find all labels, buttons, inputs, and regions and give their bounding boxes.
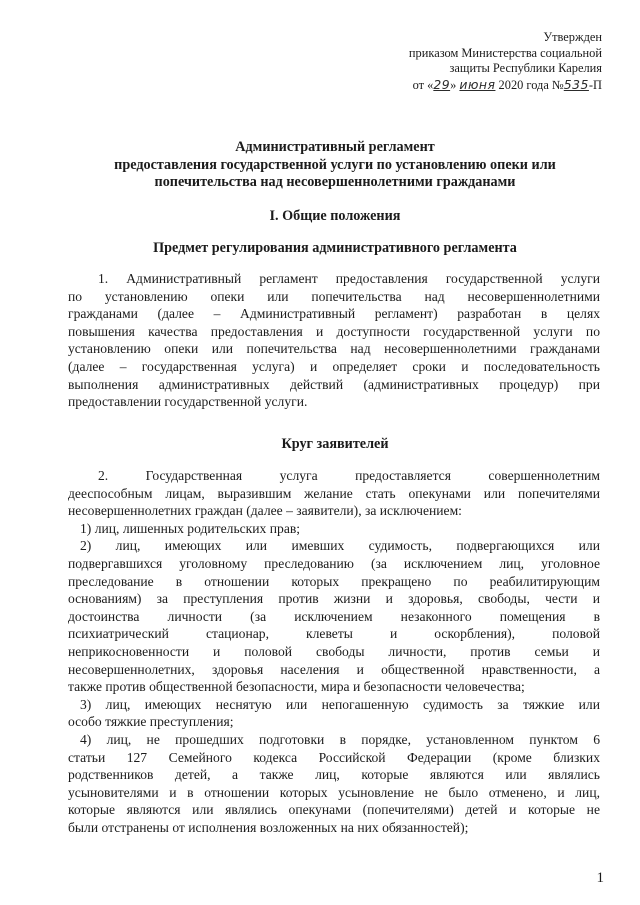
text-line: 1) лиц, лишенных родительских прав; [80,520,301,536]
document-title [100,139,570,192]
date-prefix: от « [412,77,434,92]
approval-line-1: Утвержден [543,30,602,44]
text-line: особо тяжкие преступления; [68,714,234,730]
text-line: предоставлении государственной услуги. [68,394,308,410]
text-line: повышения качества предоставления и доступности государственной услуги по [68,323,600,339]
text-line: достоинства личности (за исключением незаконного помещения в [68,608,600,624]
text-line: основаниям) за преступления против жизни и здоровья, свободы, чести и [68,591,600,607]
approval-line-3: защиты Республики Карелия [449,61,602,75]
title-line-3: попечительства над несовершеннолетними гражданами [154,174,516,191]
text-line: были отстранены от исполнения возложенных на них обязанностей); [68,819,469,835]
date-month: июня [459,76,496,92]
page-number: 1 [596,870,604,886]
title-line-1: Административный регламент [235,139,435,155]
text-line: неприкосновенности и половой свободы личности, против семьи и [68,643,600,659]
date-sep: » [450,77,460,92]
text-line: дееспособным лицам, выразившим желание стать опекунами или попечителями [68,485,600,501]
text-line: гражданами (далее – Административный регламент) разработан в целях [68,306,600,322]
date-day: 29 [433,76,451,92]
text-line: 1. Административный регламент предоставления государственной услуги [98,271,600,286]
text-line: 3) лиц, имеющих неснятую или непогашенную судимость за тяжкие или [80,696,600,712]
order-number: 535 [563,76,589,92]
text-line: подвергавшихся уголовному преследованию (за исключением лиц, уголовное [68,555,600,571]
title-line-2: предоставления государственной услуги по установлению опеки или [114,156,556,173]
text-line: 2) лиц, имеющих или имевших судимость, подвергающихся или [80,538,600,554]
text-line: несовершеннолетних граждан (далее – заявители), за исключением: [68,503,462,519]
text-line: усыновителями и в отношении которых усыновление не было отменено, и лиц, [68,784,600,800]
order-suffix: -П [588,77,602,92]
text-line: выполнения административных действий (административных процедур) при [68,376,600,392]
approval-stamp [342,30,602,93]
text-line: родственников детей, а также лиц, которые являются или являлись [68,767,600,783]
text-line: 4) лиц, не прошедших подготовки в порядке, установленном пунктом 6 [80,731,600,747]
text-line: также против общественной безопасности, мира и безопасности человечества; [68,679,525,695]
approval-line-2: приказом Министерства социальной [408,45,602,60]
text-line: которые являются или являлись опекунами (попечителями) детей и которые не [68,802,600,818]
text-line: установлению опеки или попечительства над несовершеннолетними гражданами [68,341,600,357]
date-year: 2020 года № [495,77,564,92]
section-heading-applicants: Круг заявителей [281,436,389,452]
paragraph-applicants [68,467,600,836]
text-line: (далее – государственная услуга) и определяет сроки и последовательность [68,358,600,374]
text-line: 2. Государственная услуга предоставляется совершеннолетним [98,468,600,483]
text-line: преследование в отношении которых прекращено по реабилитирующим [68,573,600,589]
section-heading-general: I. Общие положения [269,208,401,224]
approval-date-line [342,77,602,94]
text-line: статьи 127 Семейного кодекса Российской Федерации (кроме близких [68,749,600,765]
text-line: по установлению опеки или попечительства над несовершеннолетними [68,288,600,304]
text-line: психиатрический стационар, клеветы и оскорбления), половой [68,626,600,642]
paragraph-subject [68,270,600,411]
text-line: несовершеннолетних, здоровья населения и общественной нравственности, а [68,661,600,677]
section-heading-subject: Предмет регулирования административного регламента [153,240,517,256]
